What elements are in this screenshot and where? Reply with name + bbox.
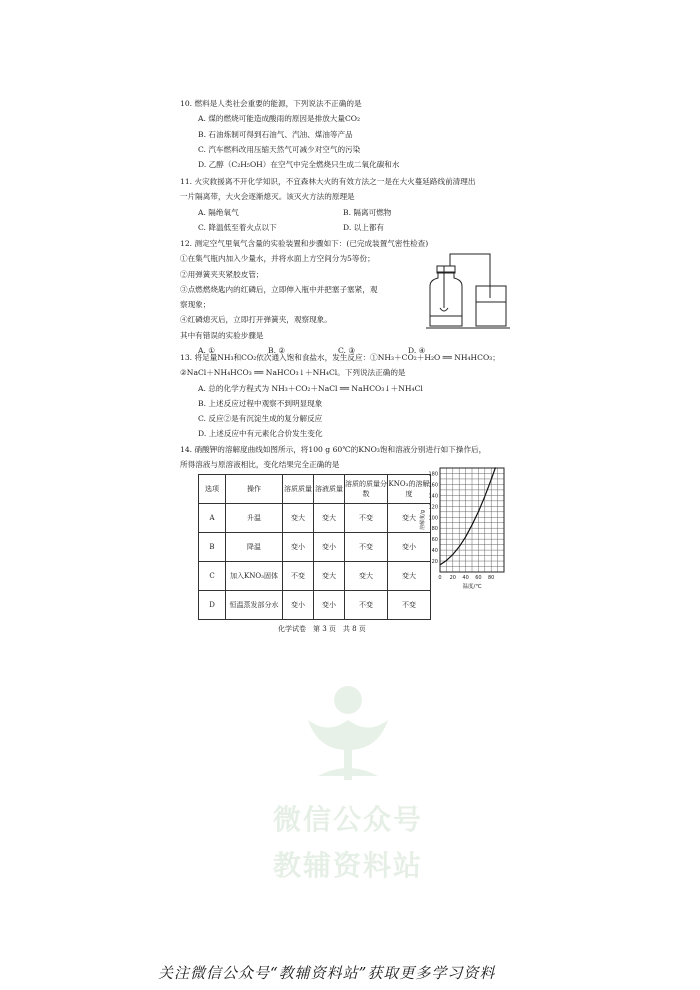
table-row (199, 562, 431, 591)
table-cell: 加入KNO₃固体 (226, 562, 283, 591)
q11-stem-line1: 11. 火灾救援离不开化学知识，不宜森林大火的有效方法之一是在大火蔓延路线前清理出 (180, 177, 476, 186)
table-cell: 不变 (283, 562, 314, 591)
question-13 (180, 350, 525, 442)
table-cell: 降温 (226, 533, 283, 562)
y-tick-label: 180 (428, 471, 438, 478)
q11-option-c: C. 降温低至着火点以下 (198, 222, 277, 232)
q12-option-c: C. ③ (338, 346, 356, 356)
q10-stem: 10. 燃料是人类社会重要的能源，下列说法不正确的是 (180, 99, 362, 108)
page-footer: 化学试卷 第 3 页 共 8 页 (278, 625, 366, 633)
y-tick-label: 20 (431, 559, 438, 566)
q12-option-a: A. ① (198, 346, 216, 356)
q12-stem: 12. 测定空气里氧气含量的实验装置和步骤如下：(已完成装置气密性检查) (180, 239, 429, 248)
table-cell: 不变 (345, 591, 388, 620)
question-10 (180, 96, 510, 172)
table-cell: 变小 (314, 591, 345, 620)
apparatus-diagram (420, 246, 516, 336)
watermark-sprout-logo (288, 680, 408, 790)
table-cell: B (199, 533, 226, 562)
table-header-cell: 选项 (199, 475, 226, 504)
table-cell: 变小 (283, 533, 314, 562)
x-tick-label: 80 (488, 575, 495, 581)
table-cell: 恒温蒸发部分水 (226, 591, 283, 620)
table-cell: A (199, 504, 226, 533)
table-cell: 变大 (283, 504, 314, 533)
q10-option-d: D. 乙醇（C₂H₅OH）在空气中完全燃烧只生成二氧化碳和水 (198, 160, 400, 170)
table-header-row (199, 475, 431, 504)
q14-options-table (198, 474, 431, 620)
table-cell: 变大 (388, 562, 431, 591)
q12-option-b: B. ② (268, 346, 286, 356)
table-cell: 变小 (314, 533, 345, 562)
table-header-cell: 溶质质量 (283, 475, 314, 504)
q10-option-a: A. 煤的燃烧可能造成酸雨的原因是排放大量CO₂ (198, 114, 361, 124)
x-tick-label: 40 (462, 575, 469, 581)
q12-step-2: ②用弹簧夹夹紧胶皮管； (180, 269, 264, 279)
table-cell: 不变 (388, 591, 431, 620)
table-cell: 变大 (314, 504, 345, 533)
q11-option-b: B. 隔离可燃物 (343, 207, 392, 217)
table-cell: 不变 (345, 504, 388, 533)
q10-option-b: B. 石油炼制可得到石油气、汽油、煤油等产品 (198, 129, 353, 139)
x-tick-label: 60 (475, 575, 482, 581)
q13-option-c: C. 反应②是有沉淀生成的复分解反应 (198, 414, 323, 424)
connecting-tube (450, 254, 490, 298)
table-row (199, 591, 431, 620)
table-row (199, 504, 431, 533)
q11-options-row2 (180, 220, 510, 235)
x-tick-label: 20 (449, 575, 456, 581)
x-tick-label: 0 (438, 575, 442, 581)
y-tick-label: 60 (431, 537, 438, 544)
q11-option-a: A. 隔绝氧气 (198, 207, 239, 217)
promo-footer-text: 关注微信公众号“教辅资料站”获取更多学习资料 (158, 964, 496, 982)
q12-step-1: ①在集气瓶内加入少量水，并将水面上方空间分为5等份； (180, 254, 375, 264)
table-cell: 变大 (345, 562, 388, 591)
q10-option-c: C. 汽车燃料改用压缩天然气可减少对空气的污染 (198, 144, 361, 154)
q12-step-4: ④红磷熄灭后，立即打开弹簧夹，观察现象。 (180, 315, 332, 325)
q12-step-3b: 察现象； (180, 300, 211, 310)
table-row (199, 533, 431, 562)
table-cell: 变小 (283, 591, 314, 620)
q12-option-d: D. ④ (408, 346, 426, 356)
y-tick-label: 120 (428, 504, 438, 511)
watermark-line1: 微信公众号 (272, 803, 423, 836)
table-header-cell: 溶液质量 (314, 475, 345, 504)
y-tick-label: 40 (431, 548, 438, 555)
y-tick-label: 80 (431, 526, 438, 533)
y-tick-label: 140 (428, 493, 438, 500)
watermark (248, 680, 448, 884)
table-header-cell: KNO₃的溶解度 (388, 475, 431, 504)
table-cell: D (199, 591, 226, 620)
table-cell: 不变 (345, 533, 388, 562)
y-tick-label: 100 (428, 515, 438, 522)
q13-option-d: D. 上述反应中有元素化合价发生变化 (198, 429, 323, 439)
table-cell: 变小 (388, 533, 431, 562)
table-cell: 变大 (314, 562, 345, 591)
question-11 (180, 174, 510, 235)
table-cell: C (199, 562, 226, 591)
q14-stem: 14. 硝酸钾的溶解度曲线如图所示，将100 g 60℃的KNO₃饱和溶液分别进行如下操作后， (180, 445, 487, 454)
q11-stem-line2: 一片隔离带，大火会逐渐熄灭。该灭火方法的原理是 (180, 192, 355, 202)
q12-step-3: ③点燃燃烧匙内的红磷后，立即伸入瓶中并把塞子塞紧，观 (180, 284, 378, 294)
watermark-line2: 教辅资料站 (272, 849, 423, 882)
q13-stem: 13. 将足量NH₃和CO₂依次通入饱和食盐水，发生反应：①NH₃＋CO₂＋H₂O ══ NH₄HCO₃； (180, 353, 500, 362)
q12-question: 其中有错误的实验步骤是 (180, 330, 264, 340)
table-header-cell: 溶质的质量分数 (345, 475, 388, 504)
table-cell: 变大 (388, 504, 431, 533)
y-axis-label: 溶解度/g (420, 510, 426, 530)
q13-stem-line2: ②NaCl＋NH₄HCO₃ ══ NaHCO₃↓＋NH₄Cl。下列说法正确的是 (180, 368, 406, 378)
beaker (476, 286, 506, 326)
solubility-chart (418, 462, 518, 596)
q14-stem-line2: 所得溶液与原溶液相比，变化结果完全正确的是 (180, 460, 340, 470)
q13-option-b: B. 上述反应过程中观察不到明显现象 (198, 398, 323, 408)
table-cell: 升温 (226, 504, 283, 533)
x-axis-label: 温度/℃ (462, 584, 482, 590)
table-header-cell: 操作 (226, 475, 283, 504)
q11-options-row1 (180, 205, 510, 220)
y-tick-label: 160 (428, 482, 438, 489)
q11-option-d: D. 以上都有 (343, 222, 385, 232)
q13-option-a: A. 总的化学方程式为 NH₃＋CO₂＋NaCl ══ NaHCO₃↓＋NH₄Cl (198, 383, 423, 393)
collecting-bottle (430, 272, 462, 326)
